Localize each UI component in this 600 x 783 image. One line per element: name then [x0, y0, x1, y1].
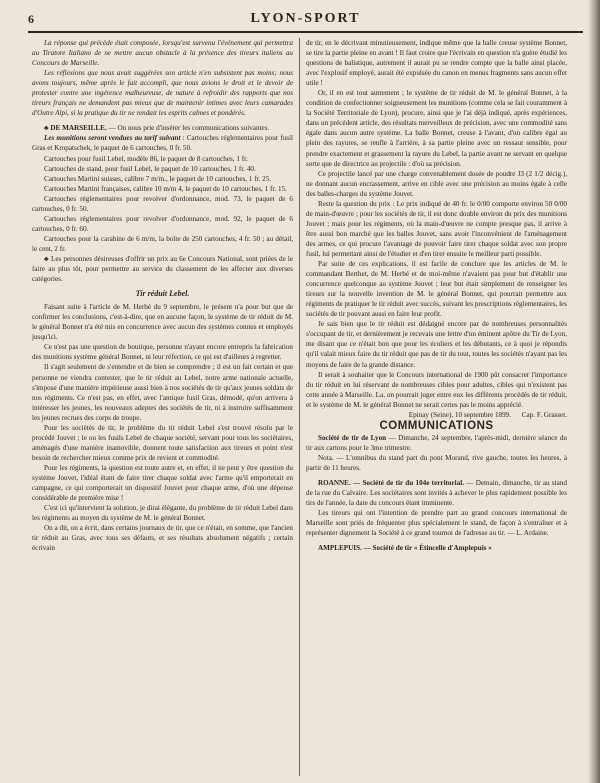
signature-author: Cap. F. Grasset.: [521, 410, 567, 419]
lebel-continued-paragraph: Reste la question du prix : Le prix indiqué de 40 fr. le 0/00 comporte environ 50 0/00 de main-d'œuvre ; pour les sociétés de tir, il est donc double environ du prix des munitions Jouvet ; mais pour les régiments, où la main-d'œuvre ne compte presque pas, il arrive à être aussi bon marché que les balles Jouvet, sans avoir l'inconvénient de l'aménagement des armes, ce qui procure l'avantage de pouvoir faire tirer chaque soldat avec son propre fusil, lui permettant ainsi de l'étudier et d'en tirer ensuite le meilleur parti possible.: [306, 199, 567, 258]
price-line: Cartouches réglementaires pour revolver d'ordonnance, mod. 92, le paquet de 6 cartouches, 0 fr. 60.: [32, 214, 293, 233]
page-number: 6: [28, 12, 34, 26]
prize-notice-text: Les personnes désireuses d'offrir un prix au 6e Concours National, sont priées de le faire au plus tôt, pour permettre au service du classement de les affecter aux diverses catégories.: [32, 254, 293, 284]
marseille-text: — On nous prie d'insérer les communications suivantes.: [106, 124, 270, 133]
tariff-heading: Les munitions seront vendues au tarif suivant: [44, 134, 181, 143]
communication-lead: ROANNE. — Société de tir du 104e territorial.: [318, 479, 464, 488]
lebel-paragraph: Faisant suite à l'article de M. Herbé du 9 septembre, le présent n'a pour but que de confirmer les conclusions, c'est-à-dire, que en aucune façon, le système de tir réduit de M. le général Bonnet n'a été mis en concurrence avec aucun des systèmes connus et employés jusqu'ici.: [32, 303, 293, 342]
club-ornament-icon: ♣: [44, 124, 49, 133]
price-line: Cartouches Martini suisses, calibre 7 m/m., le paquet de 10 cartouches, 1 fr. 25.: [44, 174, 272, 183]
communication-text: — Demain, dimanche, tir au stand de la rue du Calvaire. Les sociétaires sont invités à achever le plus rapidement possible les tirs de l'année, la date du concours étant imminente.: [306, 479, 567, 508]
header-rule: [28, 31, 583, 33]
lebel-continued-paragraph: de tir, en le décrivant minutieusement, indique même que la balle creuse système Bonnet, se tire la partie pleine en avant ! Il faut croire que l'écrivain en question n'a guère étudié les questions de balistique, autrement il aurait pu se rendre compte que la balle ainsi placée, avec l'explosif employé, aurait été expulsée du canon en menus fragments sans aucun effet utile !: [306, 39, 567, 88]
signature-place-date: Epinay (Seine), 10 septembre 1899.: [408, 410, 512, 419]
marseille-paragraph: [32, 123, 293, 133]
communication-item: [306, 543, 567, 553]
lebel-paragraph: Pour les sociétés de tir, le problème du tir réduit Lebel s'est trouvé résolu par le procédé Jouvet ; le ou les fusils Lebel de chaque société, servant pour tous les sociétaires, aménagés d'une manière inamovible, donnent toute satisfaction aux tireurs et point n'est besoin de rechercher mieux comme prix de revient et commodité.: [32, 423, 293, 462]
communication-text: — Dimanche, 24 septembre, l'après-midi, dernière séance du tir aux cartons pour le 3me trimestre.: [306, 433, 567, 452]
lebel-paragraph: On a dit, on a écrit, dans certains journaux de tir, que ce n'était, en somme, que l'ancien tir réduit au Gras, avec tous ses défauts, et ses résultats absolument négatifs ; certain écrivain: [32, 524, 293, 553]
communication-item: [306, 478, 567, 508]
tariff-paragraph: [32, 133, 293, 153]
page-header: [28, 10, 583, 32]
left-column: [32, 38, 293, 776]
lebel-paragraph: Il s'agit seulement de s'entendre et de bien se comprendre ; il est un fait certain et que personne ne viendra contester, que le tir réduit au Lebel, notre arme nationale actuelle, s'impose d'une manière impérieuse aussi bien à nos sociétés de tir qu'aux jeunes soldats de nos régiments. Ce n'est pas, en effet, avec l'antique fusil Gras, démodé, qu'on arrivera à intéresser les jeunes, les nouveaux adeptes des sociétés de tir, ni à instruire suffisamment les jeunes recrues des corps de troupe.: [32, 363, 293, 422]
column-divider: [299, 38, 300, 776]
lebel-paragraph: Pour les régiments, la question est toute autre et, en effet, il ne peut y être question du système Jouvet, l'idéal étant de faire tirer chaque soldat avec l'arme qu'il emporterait en campagne, ce qui comporterait un dispositif Jouvet pour chaque arme, d'où une dépense considérable de première mise !: [32, 463, 293, 503]
lebel-continued-paragraph: Il serait à souhaiter que le Concours international de 1900 pût consacrer l'importance du tir réduit en lui réservant de nombreuses cibles pour adultes, cibles qui n'existent pas cette année à Marseille. La, on pourrait juger entre eux les différents procédés de tir réduit, et le système de M. le général Bonnet ne serait certes pas le moins apprécié.: [306, 370, 567, 409]
communication-item: [306, 433, 567, 453]
lebel-continued-paragraph: Je sais bien que le tir réduit est dédaigné encore par de nombreuses personnalités s'occupant de tir, et dernièrement je recevais une lettre d'un éminent apôtre du Tir de Lyon, me disant que ce n'était bon que pour les écoliers et les débutants, ce à quoi je répondis qu'il valait mieux faire du tir réduit que pas de tir du tout, toutes les sociétés n'ayant pas les moyens de faire de la grande distance.: [306, 320, 567, 369]
right-column: [306, 38, 567, 776]
journal-title: LYON-SPORT: [250, 11, 361, 26]
lebel-paragraph: C'est ici qu'intervient la solution, je dirai élégante, du problème de tir réduit Lebel dans les régiments au moyen du système de M. le général Bonnet.: [32, 504, 293, 523]
price-line: Cartouches de stand, pour fusil Lebel, le paquet de 10 cartouches, 1 fr. 40.: [44, 164, 256, 173]
section-title: Tir réduit Lebel.: [135, 289, 190, 299]
tariff-text: : Cartouches réglementaires pour fusil Gras et Kropatschek, le paquet de 6 cartouches, 0 fr. 50.: [32, 134, 293, 153]
marseille-heading: DE MARSEILLE.: [50, 124, 107, 133]
signature-line: [306, 410, 567, 420]
prize-notice: [32, 254, 293, 284]
price-line: Cartouches pour la carabine de 6 m/m, la boîte de 250 cartouches, 4 fr. 50 ; au détail, le cent, 2 fr.: [32, 234, 293, 253]
price-line: Cartouches réglementaires pour revolver d'ordonnance, mod. 73, le paquet de 6 cartouches, 0 fr. 50.: [32, 194, 293, 213]
price-line: Cartouches pour fusil Lebel, modèle 86, le paquet de 8 cartouches, 1 fr.: [44, 154, 248, 163]
communication-lead: AMPLEPUIS. — Société de tir « Étincelle d'Amplepuis »: [318, 544, 492, 553]
lebel-continued-paragraph: Par suite de ces explications, il est facile de conclure que les articles de M. le commandant Berthet, de M. Herbé et de moi-même n'avaient pas pour but d'établir une concurrence quelconque au système Jouvet ; leur but était simplement de renseigner les tireurs sur la nouvelle invention de M. le général Bonnet, qui pourrait permettre aux régiments de pratiquer le tir réduit avec succès, suivant les prescriptions réglementaires, les sociétés de tir pouvant aussi en faire leur profit.: [306, 260, 567, 319]
communication-lead: Société de tir de Lyon: [318, 433, 387, 442]
price-line: Cartouches Martini françaises, calibre 10 m/m 4, le paquet de 10 cartouches, 1 fr. 15.: [44, 184, 287, 193]
lebel-paragraph: Ce n'est pas une question de boutique, personne n'ayant encore entrepris la fabrication des munitions système général Bonnet, ni leur réfection, ce qui est d'ailleurs à regretter.: [32, 343, 293, 362]
communications-title: COMMUNICATIONS: [379, 419, 494, 432]
page-edge-shadow: [588, 0, 600, 783]
intro-paragraph: Les réflexions que nous avait suggérées son article n'en subsistent pas moins; nous avons toujours, même après le fait accompli, que nous avions le droit et le devoir de protester contre une ingérence malheureuse, de nature à refroidir des rapports que nos tireurs français ne demandent pas mieux que de maintenir intimes avec leurs camarades d'Outre Alpi, si la pratique du tir ne rendait les esprits calmes et pondérés.: [32, 69, 293, 118]
club-ornament-icon: ♣: [44, 254, 49, 263]
lebel-continued-paragraph: Or, il en est tout autrement ; le système de tir réduit de M. le général Bonnet, à la condition de confectionner soigneusement les munitions (comme cela se fait couramment à la Société Territoriale de Lyon), procure, ainsi que je l'ai déjà indiqué, après expériences, dans un précédent article, des résultats merveilleux de précision, avec une commodité sans égale dans aucun autre système. La balle Bonnet, creuse à l'avant, d'un calibre égal au plein des rayures, se renfle à l'arrière, à sa partie pleine avec un ressaut sensible, pour prendre exactement et grassement la rayure du Lebel, la partie avant ne servant en quelque sorte que de directrice au projectile : d'où sa précision.: [306, 89, 567, 168]
communication-note: Les tireurs qui ont l'intention de prendre part au grand concours international de Marseille sont priés de fréquenter plus spécialement le stand, de façon à s'entraîner et à représenter dignement la Société à ce grand tournoi de l'adresse au tir. — L. Ardaine.: [306, 509, 567, 538]
intro-paragraph: La réponse qui précède était composée, lorsqu'est survenu l'événement qui permettra au Tiratore Italiano de ne mettre aucun obstacle à la présence des tireurs italiens au Concours de Marseille.: [32, 39, 293, 68]
communication-note: Nota. — L'omnibus du stand part du pont Morand, rive gauche, toutes les heures, à partir de 11 heures.: [306, 453, 567, 472]
lebel-continued-paragraph: Ce projectile lancé par une charge convenablement dosée de poudre J3 (2 1/2 décig.), ne donnant aucun encrassement, arrive en cible avec une précision au moins égale à celle des balles-charges du système Jouvet.: [306, 169, 567, 198]
